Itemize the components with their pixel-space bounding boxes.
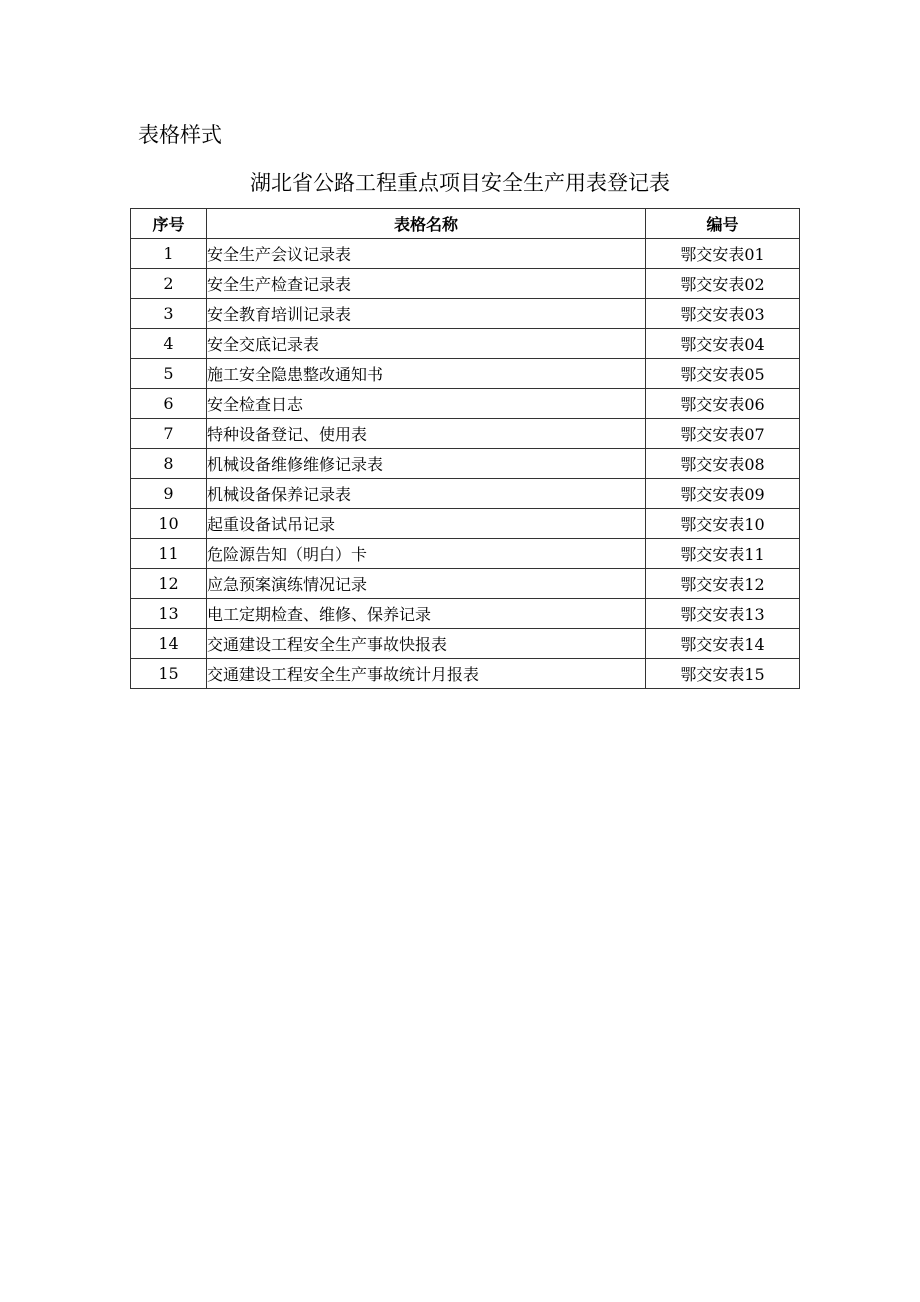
section-heading: 表格样式 (138, 123, 222, 147)
form-code: 鄂交安表10 (646, 509, 800, 539)
form-code: 鄂交安表14 (646, 629, 800, 659)
form-name: 机械设备保养记录表 (207, 479, 646, 509)
serial-number: 11 (131, 539, 207, 569)
document-title: 湖北省公路工程重点项目安全生产用表登记表 (250, 171, 670, 195)
table-row (131, 299, 800, 329)
table-row (131, 239, 800, 269)
table-row (131, 269, 800, 299)
serial-number: 7 (131, 419, 207, 449)
form-name: 安全生产检查记录表 (207, 269, 646, 299)
table-row (131, 419, 800, 449)
table-row (131, 329, 800, 359)
form-code: 鄂交安表13 (646, 599, 800, 629)
serial-number: 6 (131, 389, 207, 419)
form-name: 安全检查日志 (207, 389, 646, 419)
form-code: 鄂交安表02 (646, 269, 800, 299)
form-code: 鄂交安表03 (646, 299, 800, 329)
serial-number: 1 (131, 239, 207, 269)
serial-number: 2 (131, 269, 207, 299)
table-row (131, 569, 800, 599)
form-code: 鄂交安表04 (646, 329, 800, 359)
form-name: 交通建设工程安全生产事故统计月报表 (207, 659, 646, 689)
form-code: 鄂交安表07 (646, 419, 800, 449)
header-form-code: 编号 (646, 209, 800, 239)
form-code: 鄂交安表08 (646, 449, 800, 479)
form-name: 应急预案演练情况记录 (207, 569, 646, 599)
table-row (131, 479, 800, 509)
form-code: 鄂交安表05 (646, 359, 800, 389)
table-row (131, 629, 800, 659)
form-name: 电工定期检查、维修、保养记录 (207, 599, 646, 629)
table-row (131, 509, 800, 539)
serial-number: 5 (131, 359, 207, 389)
serial-number: 9 (131, 479, 207, 509)
form-name: 施工安全隐患整改通知书 (207, 359, 646, 389)
serial-number: 14 (131, 629, 207, 659)
register-table (130, 208, 800, 689)
header-serial-number: 序号 (131, 209, 207, 239)
serial-number: 13 (131, 599, 207, 629)
serial-number: 3 (131, 299, 207, 329)
table-row (131, 449, 800, 479)
serial-number: 15 (131, 659, 207, 689)
header-form-name: 表格名称 (207, 209, 646, 239)
form-name: 安全教育培训记录表 (207, 299, 646, 329)
table-body (131, 239, 800, 689)
form-name: 安全生产会议记录表 (207, 239, 646, 269)
form-code: 鄂交安表06 (646, 389, 800, 419)
serial-number: 10 (131, 509, 207, 539)
form-name: 安全交底记录表 (207, 329, 646, 359)
serial-number: 12 (131, 569, 207, 599)
table-row (131, 359, 800, 389)
form-code: 鄂交安表01 (646, 239, 800, 269)
table-header-row (131, 209, 800, 239)
form-code: 鄂交安表12 (646, 569, 800, 599)
table-row (131, 599, 800, 629)
serial-number: 4 (131, 329, 207, 359)
form-code: 鄂交安表09 (646, 479, 800, 509)
form-name: 交通建设工程安全生产事故快报表 (207, 629, 646, 659)
form-code: 鄂交安表15 (646, 659, 800, 689)
form-name: 危险源告知（明白）卡 (207, 539, 646, 569)
table-row (131, 389, 800, 419)
table-row (131, 539, 800, 569)
form-code: 鄂交安表11 (646, 539, 800, 569)
serial-number: 8 (131, 449, 207, 479)
form-name: 起重设备试吊记录 (207, 509, 646, 539)
table-row (131, 659, 800, 689)
form-name: 特种设备登记、使用表 (207, 419, 646, 449)
form-name: 机械设备维修维修记录表 (207, 449, 646, 479)
